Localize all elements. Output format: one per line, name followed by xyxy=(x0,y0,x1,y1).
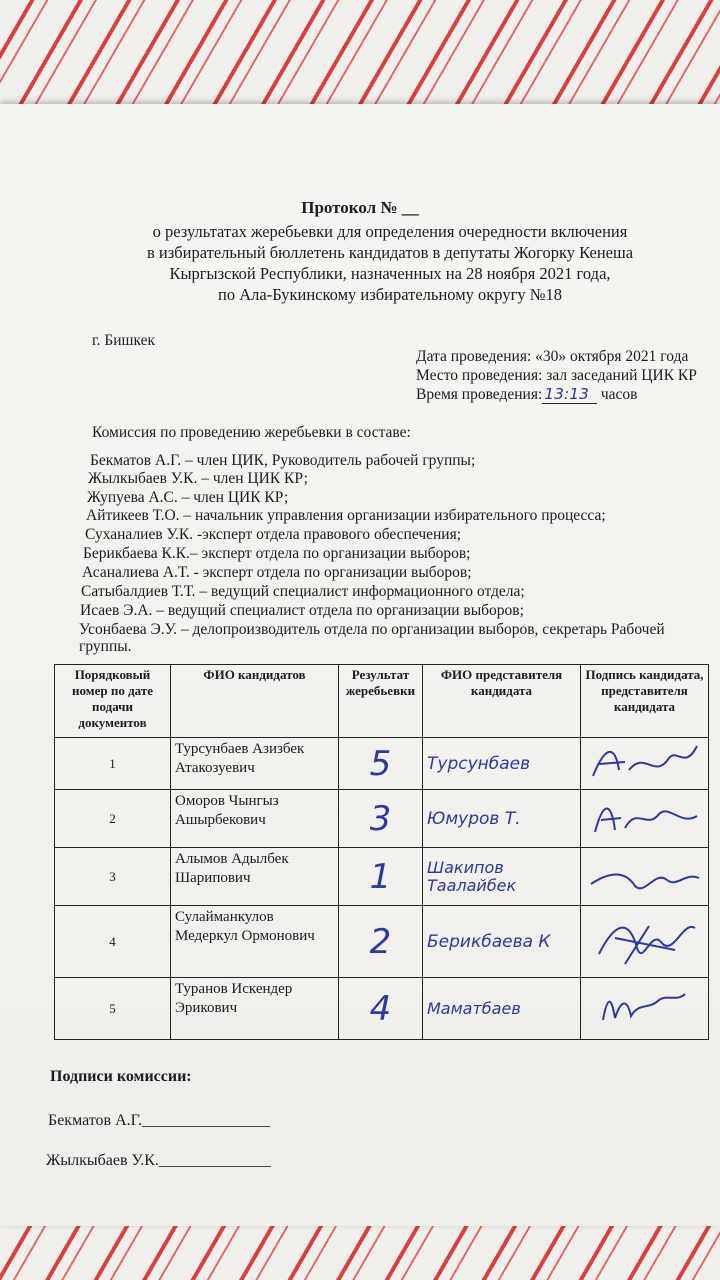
member-line: Берикбаева К.К.– эксперт отдела по организации выборов; xyxy=(83,545,471,562)
commission-intro: Комиссия по проведению жеребьевки в составе: xyxy=(92,424,411,441)
member-line: Асаналиева А.Т. - эксперт отдела по организации выборов; xyxy=(82,564,472,581)
time-unit: часов xyxy=(600,386,638,403)
member-line: Бекматов А.Г. – член ЦИК, Руководитель рабочей группы; xyxy=(90,452,476,469)
member-line: Исаев Э.А. – ведущий специалист отдела по организации выборов; xyxy=(80,602,524,619)
header-signature: Подпись кандидата, представителя кандидата xyxy=(581,665,709,738)
handwritten-signature xyxy=(585,792,703,842)
member-line: Айтикеев Т.О. – начальник управления организации избирательного процесса; xyxy=(86,507,606,524)
city: г. Бишкек xyxy=(92,332,156,349)
row-number: 4 xyxy=(55,906,171,978)
commission-signatures-title: Подписи комиссии: xyxy=(50,1068,192,1085)
table-row xyxy=(55,978,709,1040)
signature-cell xyxy=(581,848,709,906)
representative-name: Шакипов Таалайбек xyxy=(423,848,581,906)
place-line: Место проведения: зал заседаний ЦИК КР xyxy=(416,367,697,384)
results-table xyxy=(54,664,709,1040)
member-line: группы. xyxy=(79,638,132,655)
candidate-name: Алымов Адылбек Шарипович xyxy=(171,848,339,906)
representative-name: Турсунбаев xyxy=(423,738,581,790)
commission-signature-line: Бекматов А.Г.________________ xyxy=(48,1112,271,1129)
time-value: 13:13 xyxy=(542,385,597,404)
member-line: Суханалиев У.К. -эксперт отдела правового обеспечения; xyxy=(85,526,462,543)
time-line xyxy=(416,385,637,404)
handwritten-signature xyxy=(585,908,703,972)
handwritten-signature xyxy=(585,980,703,1032)
table-header-row xyxy=(55,665,709,738)
red-striped-folder-bottom xyxy=(0,1222,720,1280)
representative-name: Маматбаев xyxy=(423,978,581,1040)
document-subtitle xyxy=(90,221,690,305)
subtitle-line: в избирательный бюллетень кандидатов в депутаты Жогорку Кенеша xyxy=(146,243,634,262)
red-striped-folder-top xyxy=(0,0,720,110)
header-order-number: Порядковый номер по дате подачи документов xyxy=(55,665,171,738)
candidate-name: Туранов Искендер Эрикович xyxy=(171,978,339,1040)
time-label: Время проведения: xyxy=(416,386,543,403)
table-row xyxy=(55,848,709,906)
subtitle-line: о результатах жеребьевки для определения очередности включения xyxy=(152,222,628,241)
table-row xyxy=(55,906,709,978)
representative-name: Берикбаева К xyxy=(423,906,581,978)
header-candidate-name: ФИО кандидатов xyxy=(171,665,339,738)
member-line: Сатыбалдиев Т.Т. – ведущий специалист информационного отдела; xyxy=(81,583,525,600)
signature-cell xyxy=(581,906,709,978)
candidate-name: Сулайманкулов Медеркул Ормонович xyxy=(171,906,339,978)
draw-result: 2 xyxy=(339,906,423,978)
subtitle-line: по Ала-Букинскому избирательному округу №18 xyxy=(218,285,562,304)
row-number: 3 xyxy=(55,848,171,906)
document-title: Протокол № __ xyxy=(301,198,419,217)
subtitle-line: Кыргызской Республики, назначенных на 28 ноября 2021 года, xyxy=(169,264,611,283)
table-row xyxy=(55,738,709,790)
row-number: 5 xyxy=(55,978,171,1040)
handwritten-signature xyxy=(585,850,703,900)
header-representative-name: ФИО представителя кандидата xyxy=(423,665,581,738)
representative-name: Юмуров Т. xyxy=(423,790,581,848)
table-row xyxy=(55,790,709,848)
member-line: Усонбаева Э.У. – делопроизводитель отдела по организации выборов, секретарь Рабочей xyxy=(79,621,665,638)
signature-cell xyxy=(581,738,709,790)
commission-signature-line: Жылкыбаев У.К.______________ xyxy=(46,1152,271,1169)
handwritten-signature xyxy=(585,740,703,786)
member-line: Жупуева А.С. – член ЦИК КР; xyxy=(87,489,289,506)
date-line: Дата проведения: «30» октября 2021 года xyxy=(416,348,689,365)
candidate-name: Оморов Чынгыз Ашырбекович xyxy=(171,790,339,848)
draw-result: 4 xyxy=(339,978,423,1040)
draw-result: 1 xyxy=(339,848,423,906)
signature-cell xyxy=(581,978,709,1040)
row-number: 1 xyxy=(55,738,171,790)
draw-result: 5 xyxy=(339,738,423,790)
signature-cell xyxy=(581,790,709,848)
member-line: Жылкыбаев У.К. – член ЦИК КР; xyxy=(88,470,308,487)
row-number: 2 xyxy=(55,790,171,848)
header-draw-result: Результат жеребьевки xyxy=(339,665,423,738)
draw-result: 3 xyxy=(339,790,423,848)
candidate-name: Турсунбаев Азизбек Атакозуевич xyxy=(171,738,339,790)
